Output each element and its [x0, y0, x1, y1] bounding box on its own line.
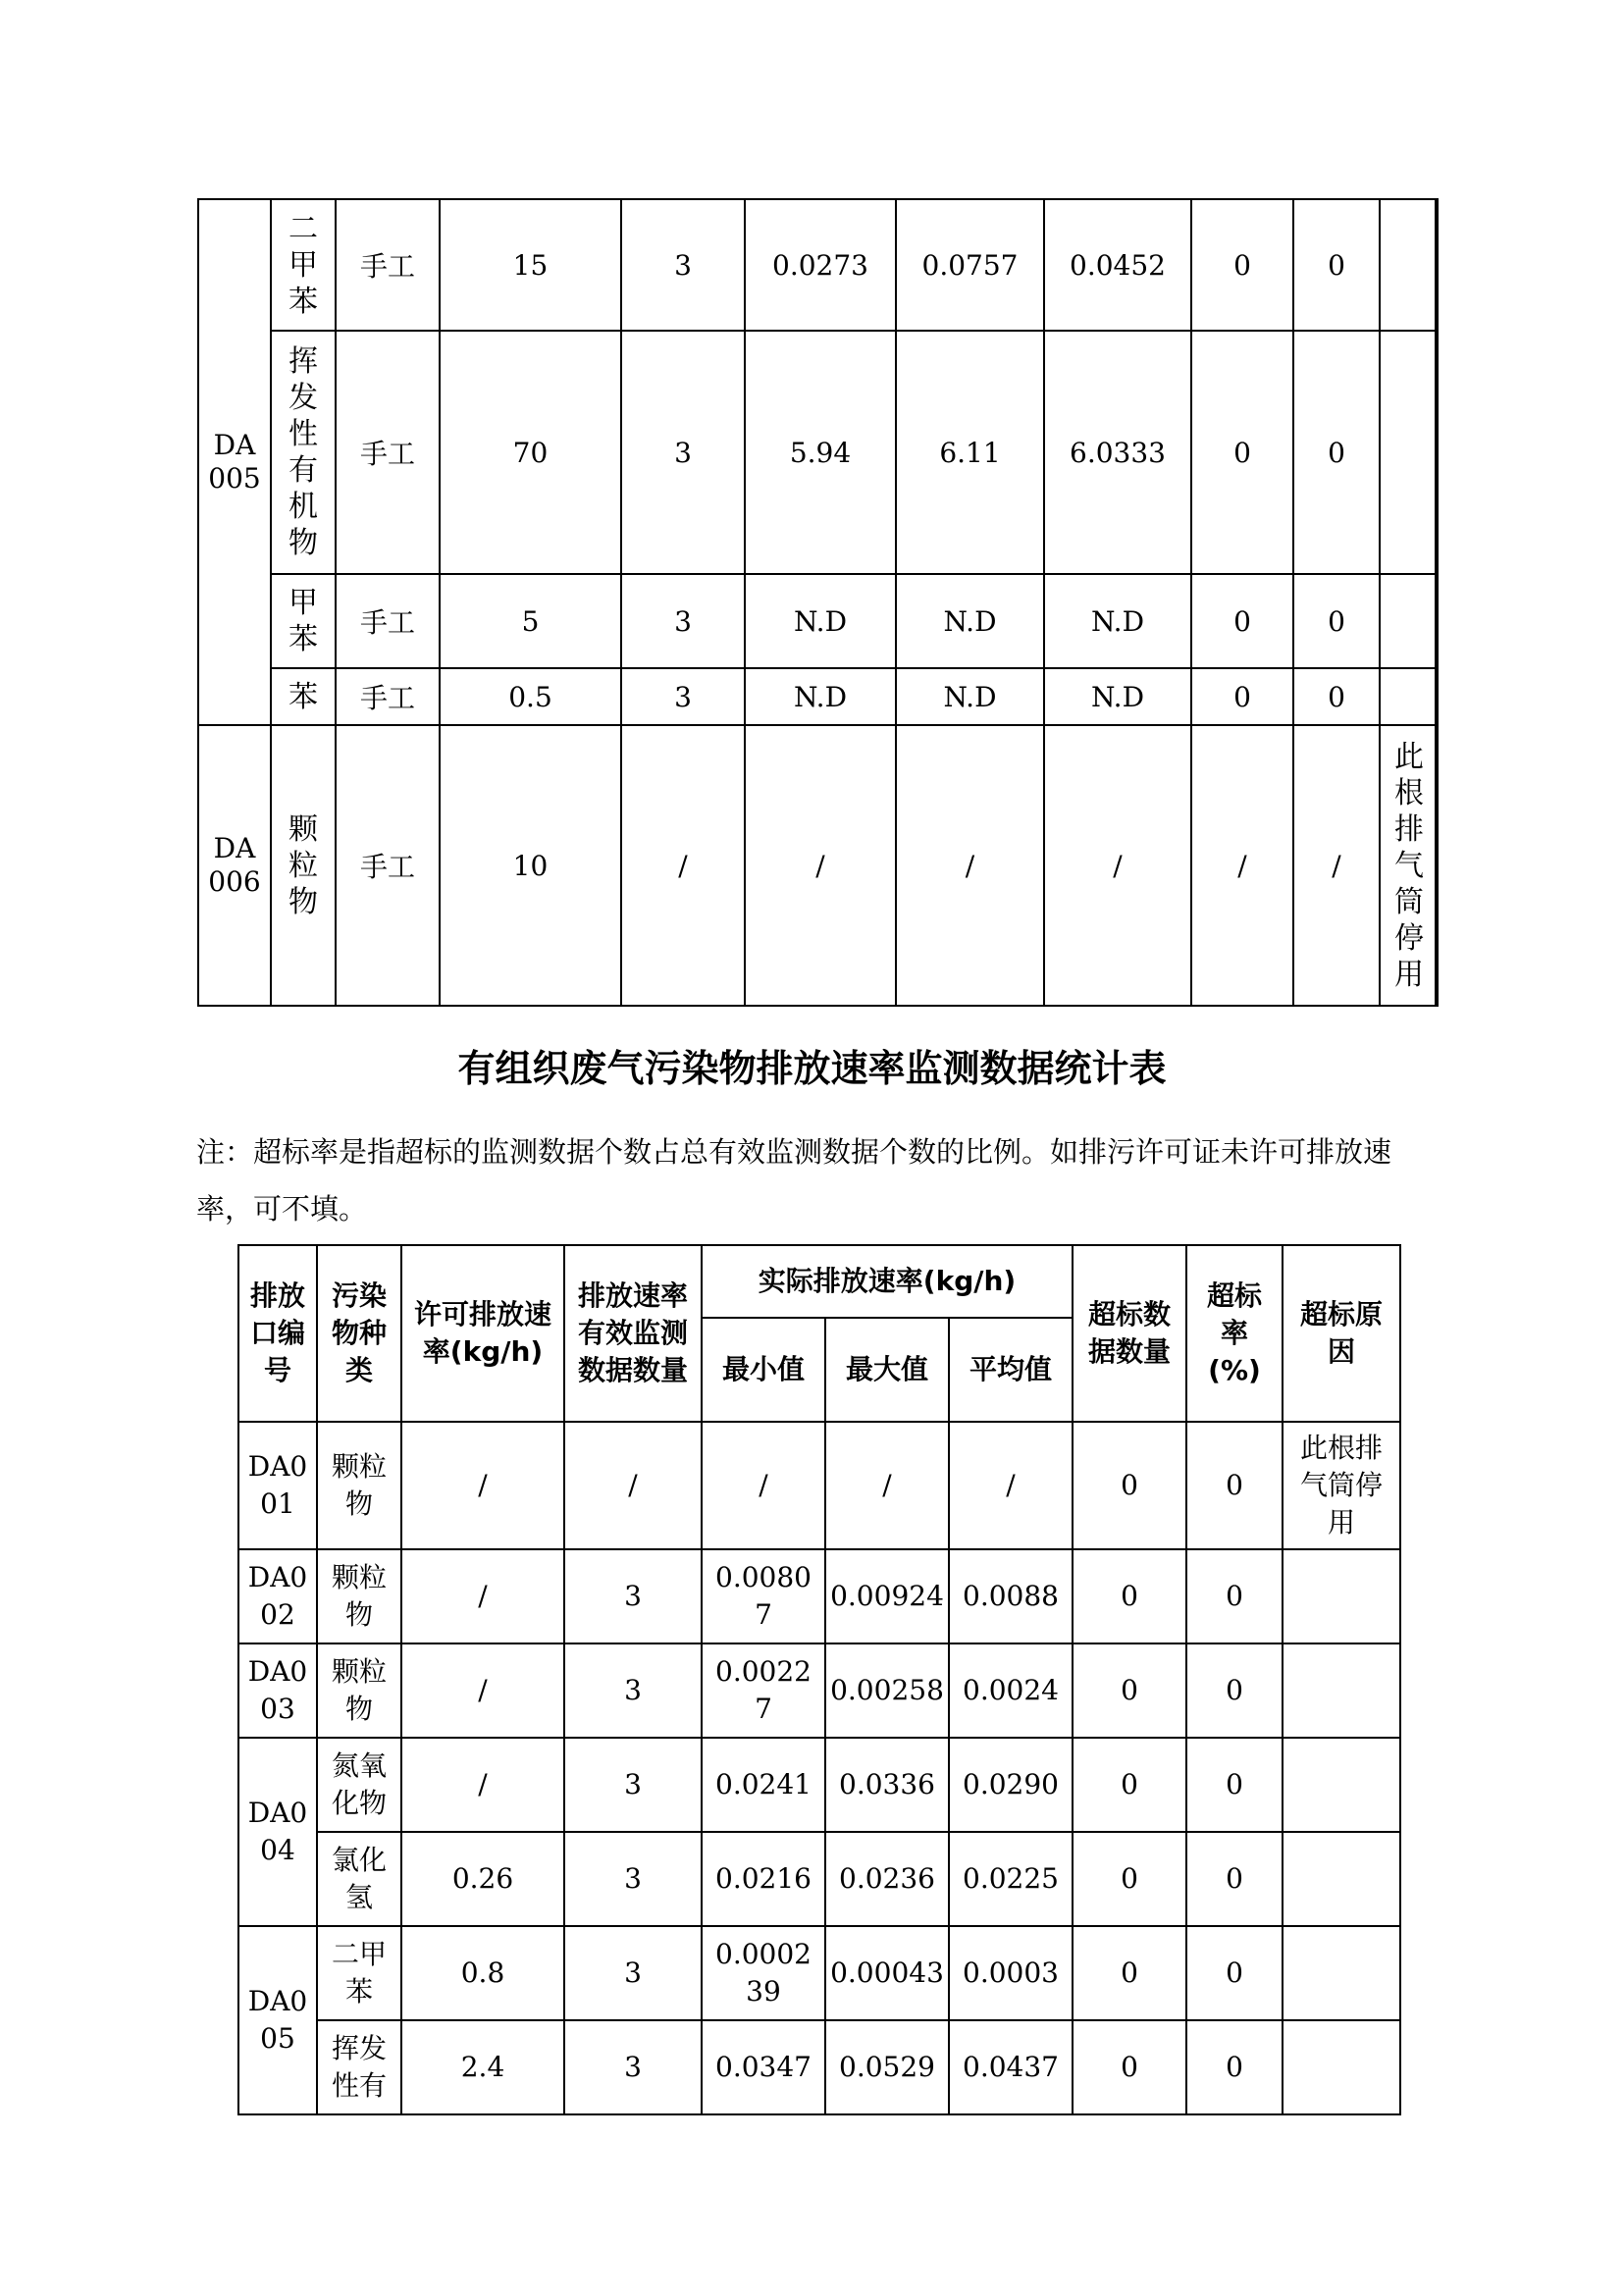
pollutant-cell: 二甲苯: [317, 1926, 401, 2020]
header-permit-rate: 许可排放速率(kg/h): [401, 1245, 564, 1422]
table-row: [198, 574, 1437, 668]
method-cell: 手工: [336, 574, 440, 668]
header-valid-count: 排放速率有效监测数据数量: [564, 1245, 702, 1422]
avg-cell: 0.0003: [949, 1926, 1073, 2020]
permit-cell: /: [401, 1422, 564, 1549]
count-cell: 3: [621, 574, 745, 668]
exceed-count-cell: 0: [1191, 331, 1293, 574]
min-cell: 5.94: [745, 331, 896, 574]
table-row: [198, 331, 1437, 574]
count-cell: /: [621, 725, 745, 1006]
reason-cell: [1380, 331, 1437, 574]
method-cell: 手工: [336, 668, 440, 725]
exceed-rate-cell: 0: [1186, 1549, 1283, 1643]
exceed-count-cell: 0: [1073, 1738, 1186, 1832]
pollutant-cell: 挥发性有: [317, 2020, 401, 2114]
exceed-rate-cell: 0: [1186, 1643, 1283, 1738]
table-row: [238, 1643, 1400, 1738]
table-row: [198, 725, 1437, 1006]
exceed-count-cell: 0: [1191, 199, 1293, 331]
reason-cell: [1380, 574, 1437, 668]
outlet-cell: DA 005: [198, 199, 271, 725]
pollutant-cell: 氮氧化物: [317, 1738, 401, 1832]
table-row: [238, 1926, 1400, 2020]
avg-cell: /: [949, 1422, 1073, 1549]
exceed-rate-cell: 0: [1186, 1422, 1283, 1549]
max-cell: 0.0336: [825, 1738, 949, 1832]
reason-cell: [1283, 1643, 1400, 1738]
avg-cell: N.D: [1044, 574, 1191, 668]
count-cell: /: [564, 1422, 702, 1549]
outlet-cell: DA002: [238, 1549, 317, 1643]
exceed-rate-cell: 0: [1186, 1926, 1283, 2020]
table-row: [238, 1549, 1400, 1643]
pollutant-cell: 挥发性有机物: [271, 331, 336, 574]
exceed-count-cell: 0: [1073, 1549, 1186, 1643]
avg-cell: /: [1044, 725, 1191, 1006]
method-cell: 手工: [336, 199, 440, 331]
exceed-count-cell: 0: [1073, 1926, 1186, 2020]
reason-cell: [1283, 1926, 1400, 2020]
exceed-rate-cell: 0: [1186, 1738, 1283, 1832]
count-cell: 3: [564, 1926, 702, 2020]
avg-cell: N.D: [1044, 668, 1191, 725]
header-min: 最小值: [702, 1318, 825, 1422]
reason-cell: [1283, 2020, 1400, 2114]
min-cell: 0.0241: [702, 1738, 825, 1832]
avg-cell: 0.0452: [1044, 199, 1191, 331]
min-cell: 0.00227: [702, 1643, 825, 1738]
exceed-count-cell: 0: [1073, 1832, 1186, 1926]
permit-cell: /: [401, 1643, 564, 1738]
permit-cell: /: [401, 1738, 564, 1832]
reason-cell: 此根排气筒停用: [1380, 725, 1437, 1006]
method-cell: 手工: [336, 725, 440, 1006]
outlet-cell: DA 006: [198, 725, 271, 1006]
avg-cell: 0.0024: [949, 1643, 1073, 1738]
count-cell: 3: [621, 199, 745, 331]
reason-cell: [1283, 1549, 1400, 1643]
outlet-cell: DA005: [238, 1926, 317, 2114]
reason-cell: [1380, 199, 1437, 331]
max-cell: 0.0757: [896, 199, 1044, 331]
pollutant-cell: 苯: [271, 668, 336, 725]
exceed-count-cell: 0: [1073, 1422, 1186, 1549]
exceed-count-cell: 0: [1191, 668, 1293, 725]
pollutant-cell: 氯化氢: [317, 1832, 401, 1926]
max-cell: 0.00924: [825, 1549, 949, 1643]
exceed-count-cell: 0: [1073, 2020, 1186, 2114]
count-cell: 3: [564, 1643, 702, 1738]
pollutant-cell: 甲苯: [271, 574, 336, 668]
exceed-rate-cell: /: [1293, 725, 1380, 1006]
pollutant-cell: 二甲苯: [271, 199, 336, 331]
header-pollutant: 污染物种类: [317, 1245, 401, 1422]
header-avg: 平均值: [949, 1318, 1073, 1422]
max-cell: /: [896, 725, 1044, 1006]
outlet-cell: DA001: [238, 1422, 317, 1549]
pollutant-cell: 颗粒物: [317, 1549, 401, 1643]
max-cell: 0.00043: [825, 1926, 949, 2020]
exceed-rate-cell: 0: [1293, 199, 1380, 331]
exceed-count-cell: 0: [1191, 574, 1293, 668]
permit-cell: 0.8: [401, 1926, 564, 2020]
max-cell: N.D: [896, 668, 1044, 725]
exceed-rate-cell: 0: [1186, 2020, 1283, 2114]
avg-cell: 0.0088: [949, 1549, 1073, 1643]
reason-cell: 此根排气筒停用: [1283, 1422, 1400, 1549]
table-row: [238, 1832, 1400, 1926]
outlet-cell: DA003: [238, 1643, 317, 1738]
count-cell: 3: [621, 331, 745, 574]
header-max: 最大值: [825, 1318, 949, 1422]
header-exceed-rate: 超标率(%): [1186, 1245, 1283, 1422]
reason-cell: [1283, 1738, 1400, 1832]
count-cell: 3: [564, 1549, 702, 1643]
min-cell: 0.00807: [702, 1549, 825, 1643]
exceed-rate-cell: 0: [1293, 668, 1380, 725]
max-cell: 0.0236: [825, 1832, 949, 1926]
pollutant-cell: 颗粒物: [271, 725, 336, 1006]
max-cell: 0.00258: [825, 1643, 949, 1738]
min-cell: N.D: [745, 574, 896, 668]
max-cell: 6.11: [896, 331, 1044, 574]
exceed-count-cell: /: [1191, 725, 1293, 1006]
exceed-rate-cell: 0: [1293, 574, 1380, 668]
count-cell: 3: [621, 668, 745, 725]
table-note: 注：超标率是指超标的监测数据个数占总有效监测数据个数的比例。如排污许可证未许可排放速率，可不填。: [196, 1135, 1392, 1226]
exceed-rate-cell: 0: [1293, 331, 1380, 574]
min-cell: /: [745, 725, 896, 1006]
min-cell: 0.0347: [702, 2020, 825, 2114]
permit-cell: 2.4: [401, 2020, 564, 2114]
method-cell: 手工: [336, 331, 440, 574]
reason-cell: [1380, 668, 1437, 725]
max-cell: 0.0529: [825, 2020, 949, 2114]
pollutant-cell: 颗粒物: [317, 1643, 401, 1738]
limit-cell: 15: [440, 199, 621, 331]
count-cell: 3: [564, 2020, 702, 2114]
min-cell: N.D: [745, 668, 896, 725]
permit-cell: 0.26: [401, 1832, 564, 1926]
section-title: 有组织废气污染物排放速率监测数据统计表: [457, 1047, 1167, 1090]
max-cell: N.D: [896, 574, 1044, 668]
max-cell: /: [825, 1422, 949, 1549]
pollutant-cell: 颗粒物: [317, 1422, 401, 1549]
table-row: [198, 668, 1437, 725]
avg-cell: 0.0437: [949, 2020, 1073, 2114]
header-exceed-count: 超标数据数量: [1073, 1245, 1186, 1422]
table-row: [238, 1422, 1400, 1549]
limit-cell: 70: [440, 331, 621, 574]
limit-cell: 5: [440, 574, 621, 668]
limit-cell: 0.5: [440, 668, 621, 725]
outlet-cell: DA004: [238, 1738, 317, 1926]
min-cell: 0.0216: [702, 1832, 825, 1926]
exceed-rate-cell: 0: [1186, 1832, 1283, 1926]
table-row: [238, 1738, 1400, 1832]
min-cell: /: [702, 1422, 825, 1549]
count-cell: 3: [564, 1832, 702, 1926]
avg-cell: 6.0333: [1044, 331, 1191, 574]
header-actual-rate: 实际排放速率(kg/h): [702, 1245, 1073, 1318]
avg-cell: 0.0290: [949, 1738, 1073, 1832]
table-row: [238, 2020, 1400, 2114]
limit-cell: 10: [440, 725, 621, 1006]
emission-rate-table: [237, 1244, 1401, 2115]
avg-cell: 0.0225: [949, 1832, 1073, 1926]
emission-concentration-table: [197, 198, 1439, 1007]
header-outlet: 排放口编号: [238, 1245, 317, 1422]
permit-cell: /: [401, 1549, 564, 1643]
header-reason: 超标原因: [1283, 1245, 1400, 1422]
min-cell: 0.0273: [745, 199, 896, 331]
reason-cell: [1283, 1832, 1400, 1926]
table-row: [198, 199, 1437, 331]
exceed-count-cell: 0: [1073, 1643, 1186, 1738]
count-cell: 3: [564, 1738, 702, 1832]
min-cell: 0.000239: [702, 1926, 825, 2020]
